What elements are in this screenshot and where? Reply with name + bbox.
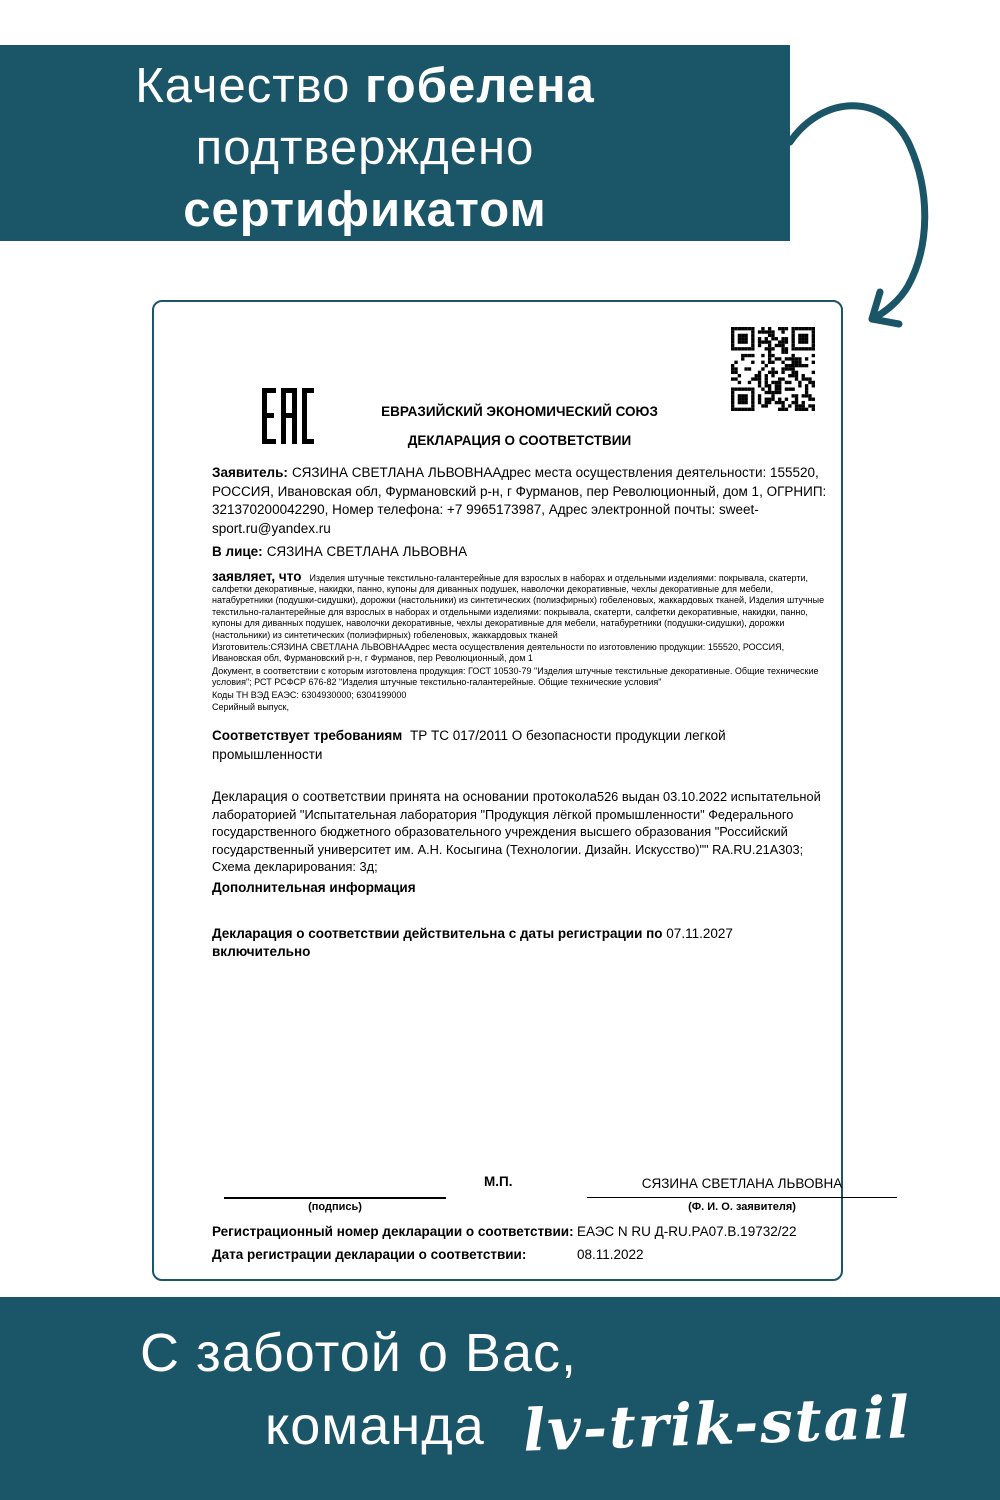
protocol-text: 526 выдан 03.10.2022 испытательной лабораторией "Испытательная лаборатория "Продукция лёгкой промышленности" Федерального государственного бюджетного образовательного учреждения высшего образования "Российский государственный университет им. А.Н. Косыгина (Технологии. Дизайн. Искусство)"" RA.RU.21A303; Схема декларирования: 3д; (212, 789, 821, 875)
banner-line1-bold: гобелена (365, 59, 595, 113)
declares-paragraph (212, 568, 827, 641)
top-banner (0, 45, 790, 241)
signer-name: СЯЗИНА СВЕТЛАНА ЛЬВОВНА (641, 1176, 843, 1191)
validity-label: Декларация о соответствии действительна с даты регистрации по (212, 925, 663, 941)
fio-caption: (Ф. И. О. заявителя) (688, 1201, 796, 1213)
footer-team-word: команда (265, 1396, 485, 1456)
document-line: Документ, в соответствии с которым изготовлена продукция: ГОСТ 10530-79 "Изделия штучные текстильные декоративные. Общие технические условия"; РСТ РСФСР 676-82 "Изделия штучные текстильно-галантерейные. Общие технические условия" (212, 665, 819, 688)
declares-label: заявляет, что (212, 568, 302, 584)
validity-suffix: включительно (212, 944, 311, 960)
signature-area (212, 1174, 843, 1279)
brand-logo-text: lv-trik-stail (521, 1383, 913, 1465)
registration-date-value: 08.11.2022 (577, 1247, 644, 1262)
applicant-label: Заявитель: (212, 465, 288, 480)
stamp-place-label: М.П. (484, 1174, 513, 1189)
codes-line: Коды ТН ВЭД ЕАЭС: 6304930000; 6304199000 (212, 689, 407, 700)
complies-text: ТР ТС 017/2011 О безопасности продукции легкой промышленности (212, 728, 726, 762)
in-person-label: В лице: (212, 544, 263, 559)
in-person-paragraph (212, 543, 827, 562)
banner-line3: сертификатом (183, 183, 547, 237)
bottom-banner (0, 1297, 1000, 1500)
signature-caption: (подпись) (308, 1201, 362, 1213)
additional-info-label: Дополнительная информация (212, 879, 416, 895)
manufacturer-text: СЯЗИНА СВЕТЛАНА ЛЬВОВНААдрес места осуществления деятельности по изготовлению продукции: 155520, РОССИЯ, Ивановская обл, Фурмановский р-н, г Фурманов, пер Революционный, дом 1 (212, 641, 785, 664)
protocol-label: Декларация о соответствии принята на основании протокола (212, 789, 597, 805)
validity-paragraph (212, 925, 827, 962)
applicant-text: СЯЗИНА СВЕТЛАНА ЛЬВОВНААдрес места осуществления деятельности: 155520, РОССИЯ, Ивановская обл, Фурмановский р-н, г Фурманов, пер Революционный, дом 1, ОГРНИП: 321370200042290, Номер телефона: +7 9965173987, Адрес электронной почты: sweet-sport.ru@yandex.ru (212, 465, 827, 536)
in-person-text: СЯЗИНА СВЕТЛАНА ЛЬВОВНА (266, 544, 468, 559)
banner-line1-regular: Качество (135, 59, 365, 113)
registration-number-row (212, 1224, 827, 1239)
registration-date-row (212, 1247, 827, 1262)
complies-label: Соответствует требованиям (212, 728, 403, 744)
declares-text: Изделия штучные текстильно-галантерейные для взрослых в наборах и отдельными изделиями: покрывала, скатерти, салфетки декоративные, накидки, панно, купоны для диванных подушек, наволочки декоративные, чехлы декоративные для мебели, натабуретники (подушки-сидушки), дорожки (настольники) из синтетических (полиэфирных) гобеленовых, жаккардовых тканей, Изделия штучные текстильно-галантерейные для взрослых в наборах и отдельными изделиями: покрывала, скатерти, салфетки декоративные, накидки, панно, купоны для диванных подушек, наволочки декоративные, чехлы декоративные для мебели, натабуретники (подушки-сидушки), дорожки (настольники) из синтетических (полиэфирных) гобеленовых, жаккардовых тканей (212, 572, 825, 640)
manufacturer-paragraph (212, 642, 827, 665)
union-title: ЕВРАЗИЙСКИЙ ЭКОНОМИЧЕСКИЙ СОЮЗ (381, 404, 658, 419)
protocol-paragraph (212, 788, 827, 876)
footer-line2 (265, 1383, 1000, 1465)
banner-line2: подтверждено (195, 121, 535, 175)
validity-date: 07.11.2027 (666, 925, 733, 941)
signature-line (224, 1197, 446, 1199)
banner-line1 (0, 55, 790, 117)
registration-date-label: Дата регистрации декларации о соответствии: (212, 1247, 527, 1262)
certificate-content (154, 302, 841, 962)
complies-paragraph (212, 727, 827, 764)
fio-line (587, 1197, 897, 1198)
applicant-paragraph (212, 464, 827, 538)
serial-line: Серийный выпуск, (212, 701, 289, 712)
registration-number-label: Регистрационный номер декларации о соответствии: (212, 1224, 574, 1239)
footer-line1: С заботой о Вас, (140, 1323, 577, 1383)
declaration-title: ДЕКЛАРАЦИЯ О СООТВЕТСТВИИ (407, 433, 632, 448)
manufacturer-label: Изготовитель: (212, 641, 271, 652)
registration-number-value: ЕАЭС N RU Д-RU.РА07.В.19732/22 (577, 1224, 797, 1239)
certificate-document (152, 300, 843, 1281)
curved-arrow-icon (768, 86, 948, 336)
